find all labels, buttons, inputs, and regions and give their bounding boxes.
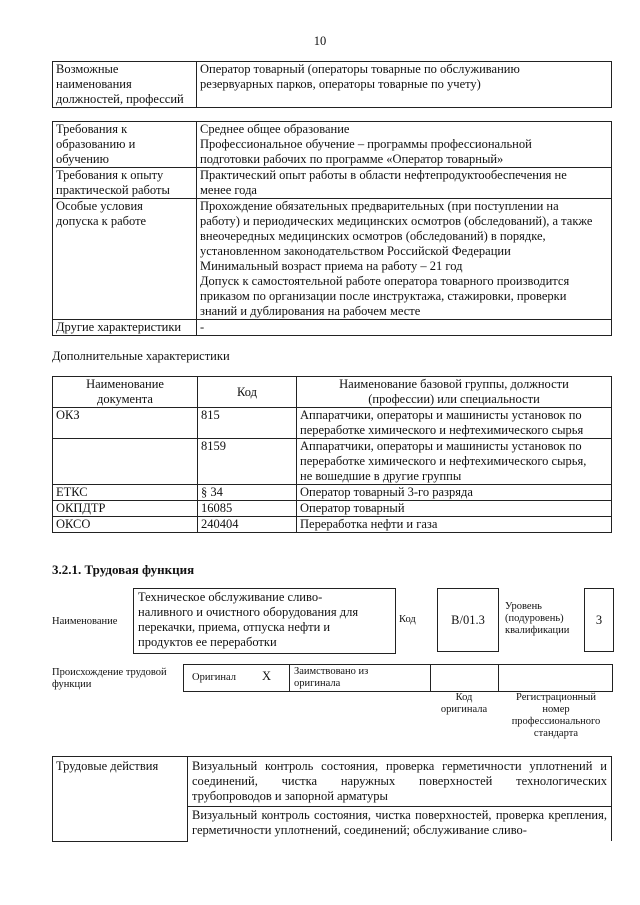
origin-divider-3 — [498, 664, 499, 691]
table-cell-value: Практический опыт работы в области нефтепродуктообеспечения не менее года — [197, 168, 612, 199]
qualification-level-box: 3 — [584, 588, 614, 652]
table-cell-doc: ОКПДТР — [53, 501, 198, 517]
section-title: 3.2.1. Трудовая функция — [52, 562, 195, 577]
borrowed-label: Заимствовано из оригинала — [294, 666, 369, 689]
table-header-cell: Наименование документа — [53, 377, 198, 408]
table-cell-name: Аппаратчики, операторы и машинисты установок по переработке химического и нефтехимического сырья — [297, 408, 612, 439]
table-cell-code: 16085 — [198, 501, 297, 517]
table-row — [53, 408, 612, 439]
table-header-row — [53, 377, 612, 408]
origin-divider-2 — [430, 664, 431, 691]
table-cell-label: Другие характеристики — [53, 320, 197, 336]
table-row — [53, 757, 612, 807]
additional-table — [52, 376, 612, 533]
table-cell-value: - — [197, 320, 612, 336]
qualification-level-label: Уровень (подуровень) квалификации — [505, 601, 570, 636]
table-cell-label: Возможные наименования должностей, профессий — [53, 62, 197, 108]
table-row — [53, 439, 612, 485]
table-cell-code: 8159 — [198, 439, 297, 485]
function-name-label: Наименование — [52, 616, 118, 627]
table-cell-doc: ОКСО — [53, 517, 198, 533]
origin-divider-1 — [289, 664, 290, 691]
table-cell-name: Переработка нефти и газа — [297, 517, 612, 533]
origin-row — [183, 664, 613, 692]
table-header-cell: Код — [198, 377, 297, 408]
function-code-box: В/01.3 — [437, 588, 499, 652]
table-cell-label: Требования к образованию и обучению — [53, 122, 197, 168]
table-cell-value: Визуальный контроль состояния, чистка поверхностей, проверка крепления, герметичности уплотнений, соединений; обслуживание сливо- — [188, 807, 612, 842]
table-row — [53, 485, 612, 501]
table-cell-label: Требования к опыту практической работы — [53, 168, 197, 199]
table-cell-name: Аппаратчики, операторы и машинисты установок по переработке химического и нефтехимического сырья, не вошедшие в другие группы — [297, 439, 612, 485]
table-cell-value: Прохождение обязательных предварительных (при поступлении на работу) и периодических медицинских осмотров (обследований), а также внеочередных медицинских осмотров (обследований) в порядке, установленном законодательством Российской Федерации Минимальный возраст приема на работу – 21 год Допуск к самостоятельной работе оператора товарного производится приказом по организации после инструктажа, стажировки, проверки знаний и дублирования на рабочем месте — [197, 199, 612, 320]
table-cell-doc: ОКЗ — [53, 408, 198, 439]
origin-label: Происхождение трудовой функции — [52, 667, 167, 690]
function-name-box: Техническое обслуживание сливо- наливного и очистного оборудования для перекачки, приема, отпуска нефти и продуктов ее переработки — [133, 588, 396, 654]
table-row — [53, 62, 612, 108]
table-cell-value: Визуальный контроль состояния, проверка герметичности уплотнений и соединений, чистка наружных поверхностей технологических трубопроводов и запорной арматуры — [188, 757, 612, 807]
registration-number-caption: Регистрационный номер профессионального стандарта — [511, 692, 601, 739]
requirements-table — [52, 121, 612, 336]
table-cell-value: Среднее общее образование Профессиональное обучение – программы профессиональной подготовки рабочих по программе «Оператор товарный» — [197, 122, 612, 168]
additional-title: Дополнительные характеристики — [52, 349, 230, 363]
table-cell-label: Трудовые действия — [53, 757, 188, 842]
positions-table — [52, 61, 612, 108]
table-row — [53, 122, 612, 168]
table-cell-name: Оператор товарный — [297, 501, 612, 517]
table-cell-code: 815 — [198, 408, 297, 439]
table-cell-doc: ЕТКС — [53, 485, 198, 501]
table-cell-value: Оператор товарный (операторы товарные по обслуживанию резервуарных парков, операторы товарные по учету) — [197, 62, 612, 108]
table-row — [53, 168, 612, 199]
table-cell-code: § 34 — [198, 485, 297, 501]
table-row — [53, 320, 612, 336]
original-label: Оригинал — [192, 672, 236, 683]
table-row — [53, 501, 612, 517]
labor-actions-table — [52, 756, 612, 842]
table-row — [53, 517, 612, 533]
table-cell-code: 240404 — [198, 517, 297, 533]
table-cell-label: Особые условия допуска к работе — [53, 199, 197, 320]
table-cell-doc — [53, 439, 198, 485]
original-mark: X — [262, 669, 272, 683]
table-cell-name: Оператор товарный 3-го разряда — [297, 485, 612, 501]
page-number: 10 — [313, 34, 327, 48]
code-original-caption: Код оригинала — [440, 692, 488, 715]
table-header-cell: Наименование базовой группы, должности (профессии) или специальности — [297, 377, 612, 408]
table-row — [53, 199, 612, 320]
function-code-label: Код — [399, 614, 416, 625]
